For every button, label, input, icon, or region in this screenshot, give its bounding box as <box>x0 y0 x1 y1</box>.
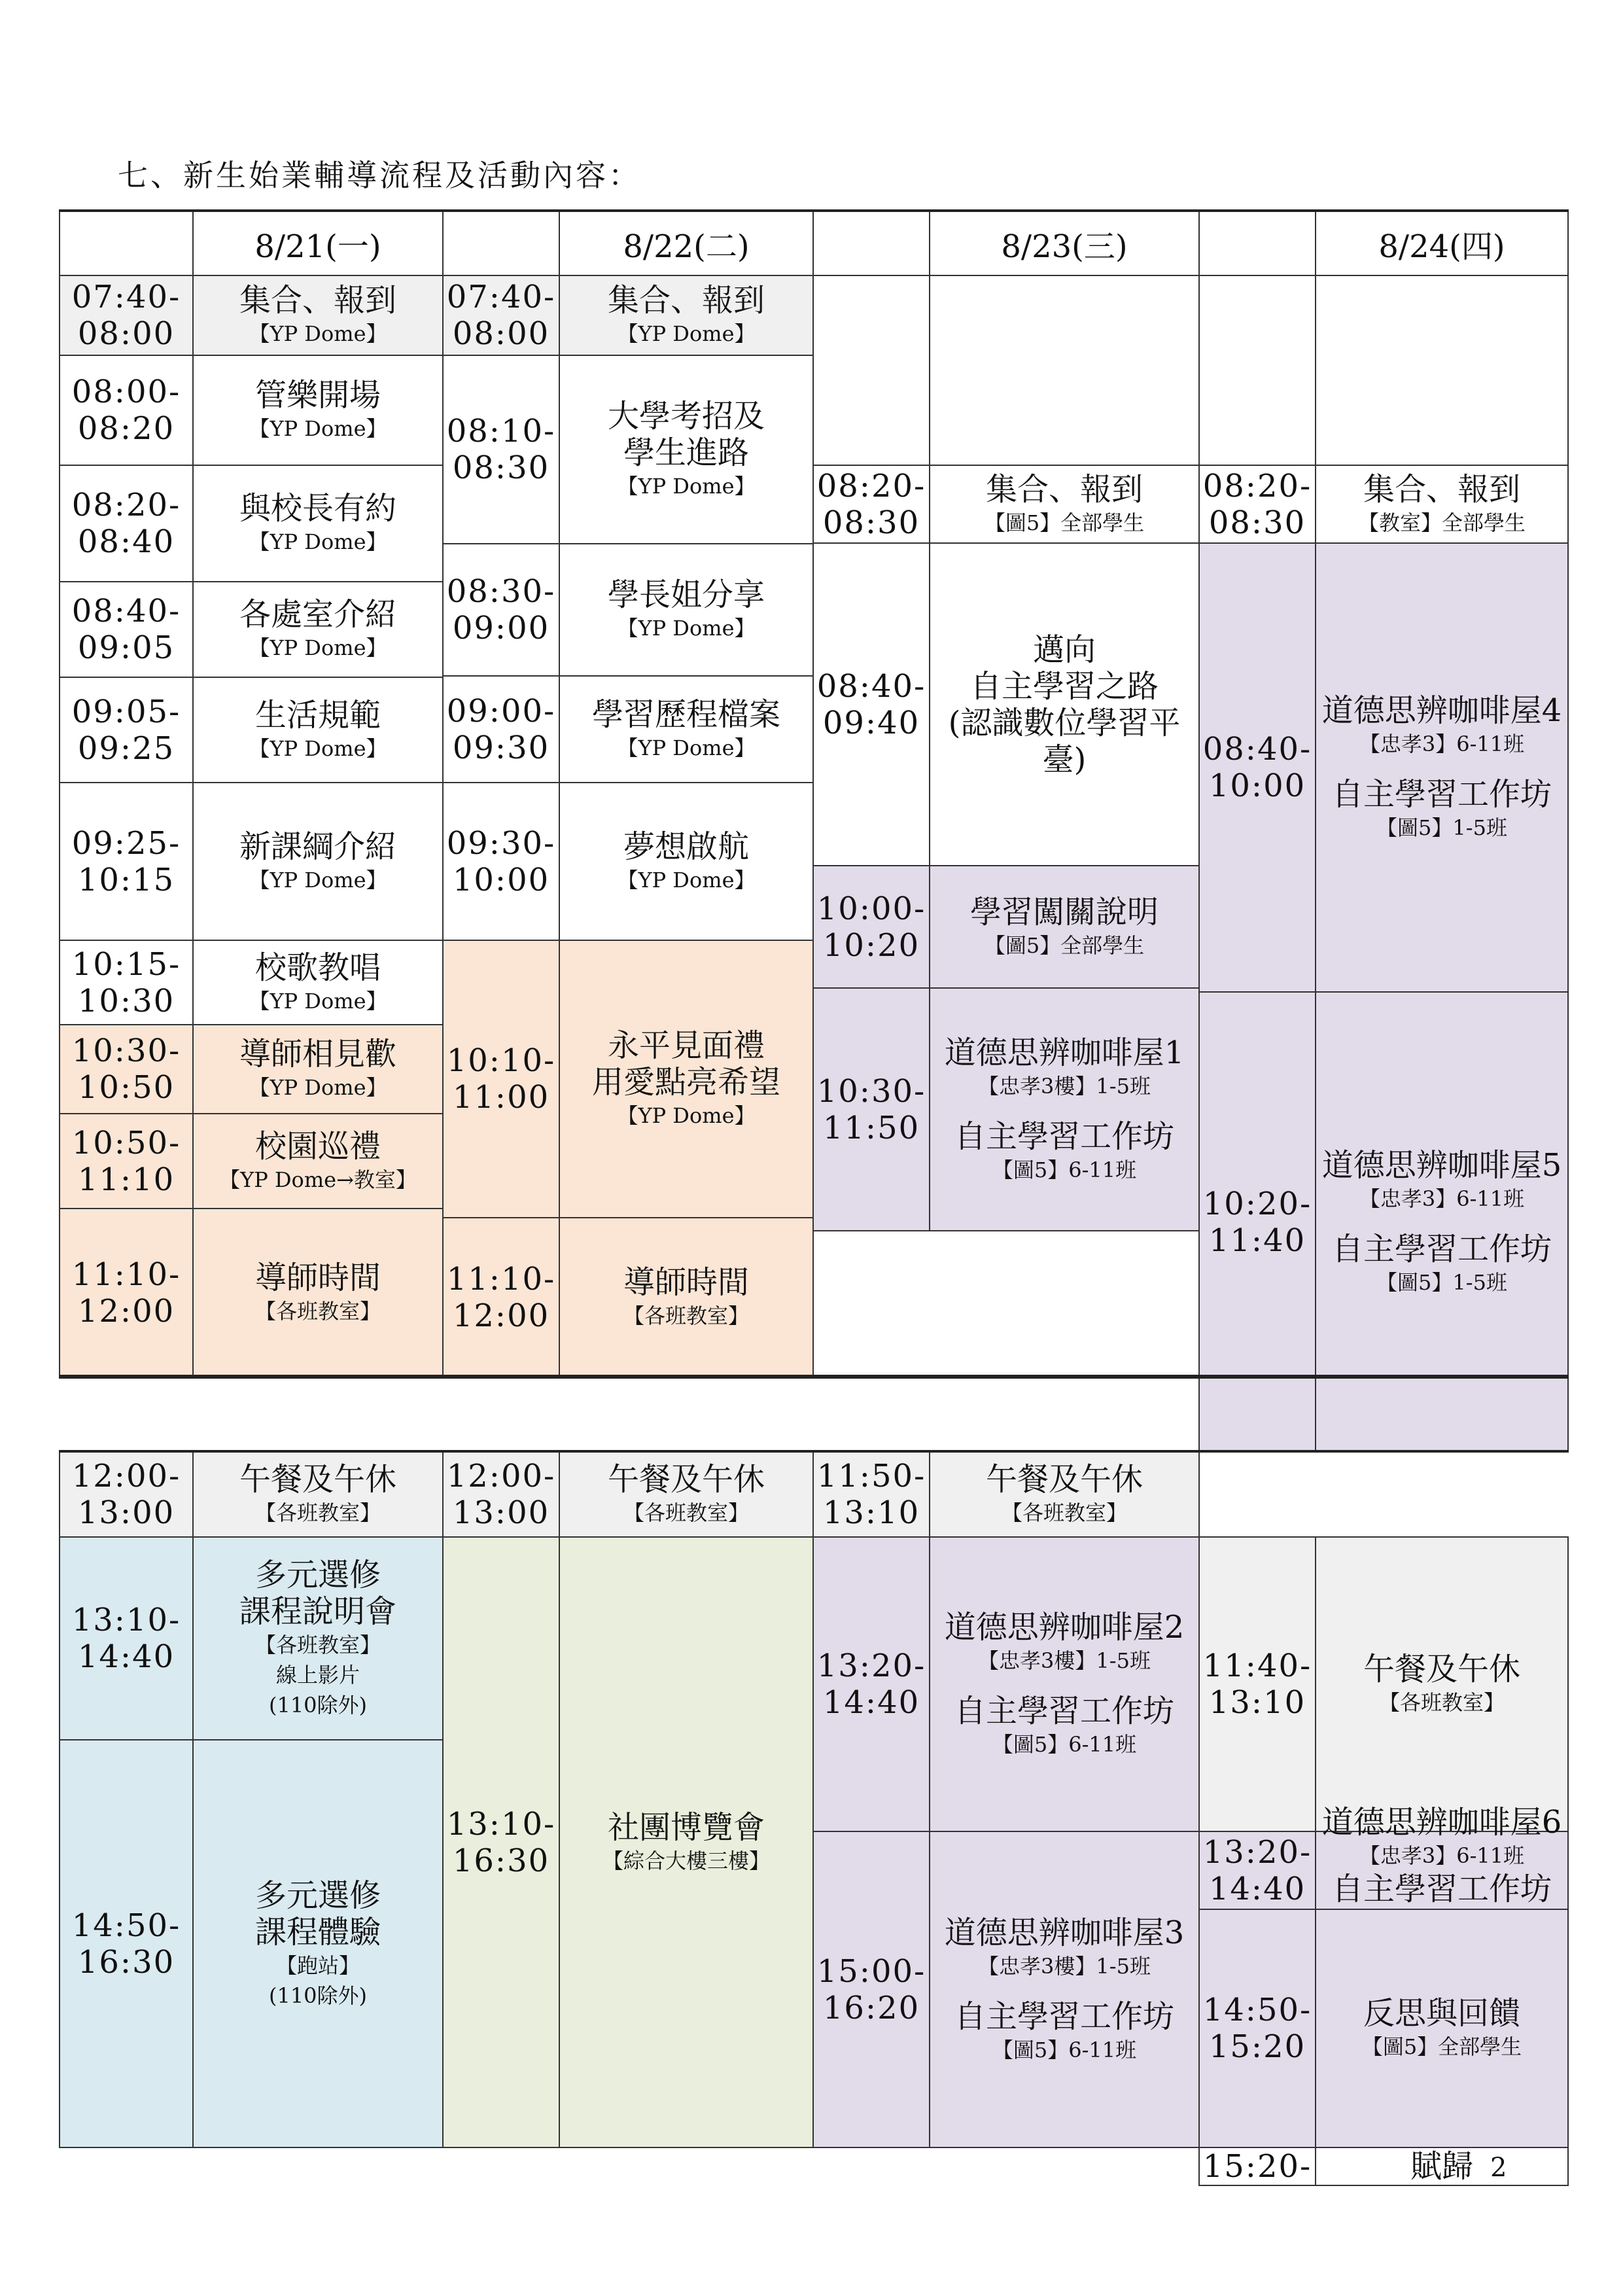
day2-activity-cell <box>559 355 814 544</box>
time-label: 08:30 <box>1208 504 1306 541</box>
day1-time-cell <box>59 782 194 941</box>
day4-activity-cell <box>1315 1909 1569 2148</box>
day1-time-cell <box>59 1451 194 1538</box>
day4-time-cell <box>1198 275 1316 466</box>
activity-title: 道德思辨咖啡屋1 <box>944 1034 1185 1071</box>
activity-title: 社團博覽會 <box>607 1809 765 1846</box>
time-label: 13:00 <box>77 1494 175 1531</box>
activity-title: 賦歸 <box>1410 2148 1473 2185</box>
day4-time-cell <box>1198 991 1316 1453</box>
day1-activity-cell <box>192 677 444 783</box>
day2-activity-cell <box>559 543 814 677</box>
page-number: 2 <box>1490 2153 1507 2183</box>
day2-time-cell <box>442 940 560 1218</box>
activity-title: 自主學習工作坊 <box>1331 1870 1552 1907</box>
activity-location: 【YP Dome】 <box>249 635 387 660</box>
time-label: 09:40 <box>822 704 920 741</box>
activity-title: 午餐及午休 <box>1363 1651 1520 1687</box>
activity-location: 【圖5】全部學生 <box>1361 2034 1522 2059</box>
activity-title: 學生進路 <box>623 434 749 471</box>
activity-title: 新課綱介紹 <box>239 828 396 865</box>
day1-activity-cell <box>192 275 444 356</box>
time-label: 11:50- <box>816 1458 926 1494</box>
activity-location: 【YP Dome】 <box>617 867 756 892</box>
activity-location: 【忠孝3】6-11班 <box>1359 1843 1525 1868</box>
day2-activity-cell <box>559 1217 814 1377</box>
activity-title: 道德思辨咖啡屋6 <box>1321 1803 1562 1841</box>
time-label: 11:00 <box>452 1079 550 1116</box>
day2-time-cell <box>442 675 560 783</box>
activity-title: 集合、報到 <box>607 282 765 319</box>
activity-title: 夢想啟航 <box>623 828 749 865</box>
day1-time-cell <box>59 1113 194 1209</box>
activity-title: 永平見面禮 <box>607 1027 765 1064</box>
time-label: 08:40- <box>816 667 926 705</box>
day3-time-cell <box>812 1451 930 1538</box>
activity-location: 【忠孝3】6-11班 <box>1359 732 1525 756</box>
day2-activity-cell <box>559 275 814 356</box>
activity-location: 【圖5】全部學生 <box>984 932 1145 958</box>
activity-title: 道德思辨咖啡屋5 <box>1321 1146 1562 1184</box>
time-label: 15:20- <box>1202 2148 1312 2185</box>
day2-time-cell <box>442 1451 560 1538</box>
activity-location: 【YP Dome】 <box>249 416 387 441</box>
time-label: 09:05- <box>71 693 181 730</box>
activity-title: 學長姐分享 <box>607 576 765 613</box>
table-rule <box>59 1375 1569 1379</box>
day1-activity-cell <box>192 581 444 678</box>
activity-location: 【各班教室】 <box>254 1298 381 1324</box>
day3-time-cell <box>812 275 930 466</box>
day3-time-cell <box>812 1831 930 2148</box>
day2-time-cell <box>442 782 560 941</box>
day4-time-cell <box>1198 542 1316 993</box>
activity-title: 自主學習工作坊 <box>1331 1230 1552 1267</box>
activity-location: 【YP Dome】 <box>249 867 387 892</box>
day1-time-cell <box>59 677 194 783</box>
time-label: 11:50 <box>822 1109 920 1146</box>
day3-time-cell <box>812 465 930 544</box>
day1-activity-cell <box>192 940 444 1025</box>
time-label: 16:20 <box>822 1989 920 2026</box>
time-label: 08:00 <box>452 315 550 352</box>
day2-activity-cell <box>559 940 814 1218</box>
time-label: 08:30- <box>446 573 556 610</box>
time-label: 10:30- <box>71 1033 181 1069</box>
activity-title: 校歌教唱 <box>254 949 381 986</box>
activity-title: 午餐及午休 <box>985 1461 1143 1498</box>
day2-activity-cell <box>559 782 814 941</box>
activity-title: 校園巡禮 <box>254 1127 381 1165</box>
time-label: 08:00- <box>71 374 181 410</box>
activity-location: 【忠孝3樓】1-5班 <box>978 1648 1151 1673</box>
day4-time-cell <box>1198 2147 1316 2186</box>
day4-time-cell <box>1198 1909 1316 2148</box>
activity-title: 集合、報到 <box>985 470 1143 508</box>
activity-location: 【綜合大樓三樓】 <box>602 1848 770 1873</box>
activity-location: 【YP Dome】 <box>617 735 756 760</box>
day2-time-cell <box>442 543 560 677</box>
day2-activity-cell <box>559 1536 814 2148</box>
activity-title: 自主學習工作坊 <box>954 1998 1174 2035</box>
time-label: 08:20- <box>71 487 181 523</box>
time-label: 09:25- <box>71 824 181 862</box>
day3-activity-cell <box>929 865 1200 989</box>
day4-activity-cell <box>1315 542 1569 993</box>
day4-activity-cell <box>1315 1803 1569 1910</box>
time-label: 14:40 <box>77 1638 175 1675</box>
activity-title: 大學考招及 <box>607 398 765 434</box>
activity-location: 【YP Dome】 <box>249 735 387 761</box>
day2-time-cell <box>442 275 560 356</box>
date-header: 8/23(三) <box>929 211 1200 276</box>
day2-time-cell <box>442 355 560 544</box>
date-header: 8/22(二) <box>559 211 814 276</box>
activity-title: 多元選修 <box>254 1557 381 1593</box>
time-label: 13:20- <box>816 1648 926 1684</box>
activity-title: 與校長有約 <box>239 490 396 527</box>
time-label: 07:40- <box>446 279 556 315</box>
activity-location: 【各班教室】 <box>623 1500 749 1525</box>
time-header <box>812 211 930 276</box>
activity-title: 自主學習工作坊 <box>954 1693 1174 1729</box>
day3-activity-cell <box>929 1536 1200 1832</box>
day3-time-cell <box>812 1536 930 1832</box>
day4-time-cell <box>1198 465 1316 544</box>
table-rule <box>59 1450 1569 1453</box>
activity-location: 【各班教室】 <box>1001 1500 1127 1525</box>
day4-time-cell <box>1198 1536 1316 1832</box>
time-label: 07:40- <box>71 279 181 315</box>
day1-activity-cell <box>192 1024 444 1114</box>
time-label: 11:40- <box>1202 1648 1312 1684</box>
activity-title: 管樂開場 <box>254 377 381 414</box>
time-label: 10:50 <box>77 1069 175 1106</box>
day1-activity-cell <box>192 1536 444 1740</box>
activity-title: 多元選修 <box>254 1877 381 1914</box>
activity-location: 【YP Dome】 <box>617 616 756 641</box>
activity-title: 課程說明會 <box>239 1593 396 1630</box>
activity-location: 【圖5】6-11班 <box>992 1157 1137 1182</box>
time-label: 08:40- <box>71 593 181 629</box>
date-header: 8/21(一) <box>192 211 444 276</box>
activity-title: 導師相見歡 <box>239 1036 396 1072</box>
activity-location: 【YP Dome】 <box>249 1075 387 1100</box>
activity-title: 集合、報到 <box>239 282 396 319</box>
day3-time-cell <box>812 542 930 866</box>
activity-title: 自主學習之路 <box>969 667 1159 705</box>
day3-time-cell <box>812 987 930 1231</box>
time-header <box>442 211 560 276</box>
day3-activity-cell <box>929 275 1200 466</box>
day4-activity-cell <box>1315 465 1569 544</box>
activity-title: 邁向 <box>1032 631 1096 668</box>
time-label: 16:30 <box>452 1842 550 1879</box>
activity-location: 【忠孝3】6-11班 <box>1359 1186 1525 1211</box>
time-label: 11:10- <box>446 1260 556 1298</box>
activity-location: 【各班教室】 <box>1378 1690 1505 1715</box>
time-label: 10:30 <box>77 982 175 1019</box>
time-label: 09:00- <box>446 692 556 730</box>
time-header <box>59 211 194 276</box>
day3-activity-cell <box>929 987 1200 1231</box>
activity-location: 【圖5】6-11班 <box>992 1732 1137 1757</box>
activity-location: 【跑站】 <box>275 1952 360 1978</box>
activity-location: 線上影片 <box>275 1663 360 1687</box>
time-label: 10:15 <box>77 861 175 898</box>
activity-location: 【各班教室】 <box>254 1633 381 1657</box>
time-label: 14:40 <box>1208 1870 1306 1907</box>
time-label: 10:20 <box>822 927 920 964</box>
time-label: 09:00 <box>452 610 550 646</box>
time-label: 14:50- <box>1202 1992 1312 2028</box>
time-label: 08:00 <box>77 315 175 352</box>
time-label: 14:50- <box>71 1907 181 1944</box>
time-label: 11:40 <box>1208 1222 1306 1259</box>
day1-activity-cell <box>192 1739 444 2148</box>
activity-location: 【YP Dome】 <box>249 529 387 554</box>
activity-title: 用愛點亮希望 <box>591 1064 780 1101</box>
activity-title: 午餐及午休 <box>607 1461 765 1498</box>
time-label: 10:00- <box>816 890 926 927</box>
activity-location: 【YP Dome】 <box>617 474 756 499</box>
time-label: 12:00- <box>71 1458 181 1494</box>
time-label: 10:10- <box>446 1042 556 1079</box>
time-label: 09:25 <box>77 730 175 767</box>
activity-title: (認識數位學習平 <box>948 704 1181 741</box>
time-label: 08:20- <box>816 467 926 504</box>
day3-activity-cell <box>929 1831 1200 2148</box>
time-label: 08:30 <box>822 504 920 541</box>
day1-time-cell <box>59 275 194 356</box>
activity-title: 反思與回饋 <box>1363 1995 1520 2032</box>
activity-title: 自主學習工作坊 <box>1331 776 1552 813</box>
time-label: 13:20- <box>1202 1833 1312 1871</box>
activity-title: 臺) <box>1042 741 1087 778</box>
activity-location: 【圖5】1-5班 <box>1376 1269 1507 1295</box>
time-label: 08:30 <box>452 450 550 486</box>
section-heading: 七、新生始業輔導流程及活動內容： <box>118 158 641 193</box>
day3-activity-cell <box>929 542 1200 866</box>
day1-time-cell <box>59 581 194 678</box>
day3-activity-cell <box>929 1451 1200 1538</box>
activity-title: 道德思辨咖啡屋3 <box>944 1914 1185 1951</box>
day2-activity-cell <box>559 675 814 783</box>
day4-time-cell <box>1198 1831 1316 1910</box>
day3-activity-cell <box>929 465 1200 544</box>
time-label: 13:10 <box>822 1494 920 1531</box>
day4-activity-cell <box>1315 1536 1569 1832</box>
day1-activity-cell <box>192 465 444 582</box>
day1-time-cell <box>59 1208 194 1377</box>
day1-time-cell <box>59 1536 194 1740</box>
day1-time-cell <box>59 355 194 466</box>
day4-activity-cell <box>1315 275 1569 466</box>
activity-title: 課程體驗 <box>254 1913 381 1951</box>
time-label: 13:00 <box>452 1494 550 1531</box>
table-rule <box>59 209 1569 212</box>
day1-activity-cell <box>192 1208 444 1377</box>
time-label: 08:10- <box>446 413 556 450</box>
activity-location: 【YP Dome】 <box>617 1103 756 1128</box>
activity-location: 【各班教室】 <box>623 1303 749 1328</box>
activity-location: (110除外) <box>268 1693 368 1718</box>
time-label: 10:20- <box>1202 1185 1312 1222</box>
activity-title: 導師時間 <box>254 1259 381 1296</box>
activity-title: 學習歷程檔案 <box>591 696 780 733</box>
activity-location: 【教室】全部學生 <box>1357 510 1526 535</box>
time-label: 08:40- <box>1202 731 1312 768</box>
activity-location: (110除外) <box>268 1983 368 2008</box>
day1-time-cell <box>59 465 194 582</box>
time-label: 09:30- <box>446 824 556 862</box>
time-label: 12:00 <box>77 1292 175 1330</box>
day2-activity-cell <box>559 1451 814 1538</box>
time-label: 10:30- <box>816 1072 926 1110</box>
activity-location: 【YP Dome→教室】 <box>219 1167 417 1192</box>
time-label: 10:15- <box>71 945 181 983</box>
time-label: 10:50- <box>71 1124 181 1161</box>
day1-activity-cell <box>192 782 444 941</box>
time-label: 15:00- <box>816 1952 926 1990</box>
time-label: 11:10- <box>71 1256 181 1293</box>
day1-time-cell <box>59 1024 194 1114</box>
day1-activity-cell <box>192 1113 444 1209</box>
activity-title: 午餐及午休 <box>239 1461 396 1498</box>
activity-location: 【各班教室】 <box>254 1500 381 1525</box>
time-label: 08:20- <box>1202 467 1312 504</box>
day2-time-cell <box>442 1536 560 2148</box>
time-label: 10:00 <box>452 861 550 898</box>
time-label: 13:10- <box>71 1602 181 1638</box>
day1-activity-cell <box>192 355 444 466</box>
activity-title: 各處室介紹 <box>239 596 396 633</box>
day3-time-cell <box>812 865 930 989</box>
activity-location: 【圖5】全部學生 <box>984 510 1145 535</box>
date-header: 8/24(四) <box>1315 211 1569 276</box>
activity-location: 【YP Dome】 <box>249 988 387 1014</box>
time-label: 14:40 <box>822 1684 920 1721</box>
time-header <box>1198 211 1316 276</box>
activity-title: 自主學習工作坊 <box>954 1118 1174 1155</box>
day1-time-cell <box>59 1739 194 2148</box>
day4-activity-cell <box>1315 991 1569 1453</box>
activity-title: 學習闖關說明 <box>969 893 1159 930</box>
activity-title: 集合、報到 <box>1363 470 1520 508</box>
time-label: 09:05 <box>77 629 175 666</box>
time-label: 13:10- <box>446 1805 556 1843</box>
time-label: 09:30 <box>452 729 550 766</box>
activity-location: 【圖5】6-11班 <box>992 2037 1137 2062</box>
activity-location: 【圖5】1-5班 <box>1376 815 1507 840</box>
activity-title: 道德思辨咖啡屋4 <box>1321 692 1562 729</box>
time-label: 08:40 <box>77 523 175 560</box>
time-label: 16:30 <box>77 1943 175 1981</box>
activity-location: 【YP Dome】 <box>617 321 756 346</box>
time-label: 15:20 <box>1208 2028 1306 2065</box>
activity-title: 生活規範 <box>254 696 381 733</box>
activity-location: 【忠孝3樓】1-5班 <box>978 1073 1151 1099</box>
activity-location: 【忠孝3樓】1-5班 <box>978 1953 1151 1979</box>
time-label: 13:10 <box>1208 1684 1306 1721</box>
activity-title: 導師時間 <box>623 1263 749 1301</box>
time-label: 12:00- <box>446 1458 556 1494</box>
day4-activity-cell <box>1315 2147 1569 2186</box>
time-label: 12:00 <box>452 1297 550 1334</box>
day1-time-cell <box>59 940 194 1025</box>
time-label: 11:10 <box>77 1161 175 1198</box>
activity-title: 道德思辨咖啡屋2 <box>944 1609 1185 1646</box>
time-label: 10:00 <box>1208 768 1306 804</box>
day1-activity-cell <box>192 1451 444 1538</box>
day2-time-cell <box>442 1217 560 1377</box>
time-label: 08:20 <box>77 410 175 447</box>
activity-location: 【YP Dome】 <box>249 321 387 346</box>
